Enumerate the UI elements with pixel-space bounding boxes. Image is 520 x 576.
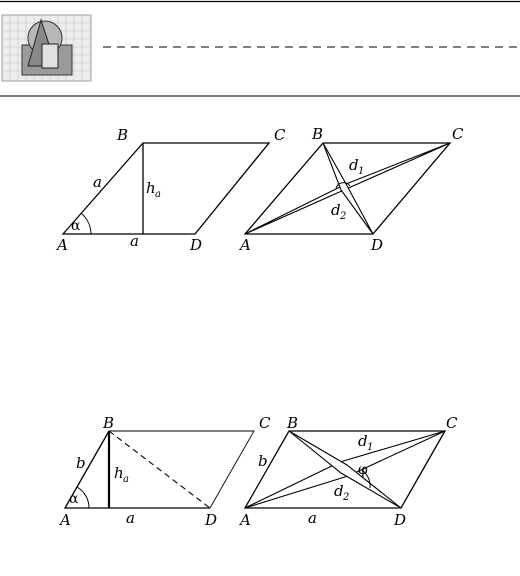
vertex-label-b: B [117, 126, 129, 144]
vertex-label-c: C [259, 414, 271, 432]
height-label-sub: a [155, 189, 161, 200]
vertex-label-b: B [287, 414, 299, 432]
vertex-label-a: A [240, 511, 251, 529]
parallelogram-outline-right [109, 431, 254, 508]
vertex-label-d: D [371, 236, 384, 254]
diagonal-label-d2-sub: 2 [340, 211, 347, 222]
diagonal-d2 [323, 143, 373, 234]
diagonal-label-d1: d [349, 156, 359, 174]
vertex-label-a: A [240, 236, 251, 254]
angle-label: α [71, 218, 81, 234]
diagonal-label-d1-sub: 1 [367, 442, 374, 453]
vertex-label-b: B [312, 125, 324, 143]
side-label-bottom: a [130, 232, 139, 250]
vertex-label-b: B [103, 414, 115, 432]
figure-rhombus-diagonals [238, 125, 464, 254]
vertex-label-c: C [274, 126, 286, 144]
height-label: h [146, 179, 156, 197]
angle-arc [77, 487, 89, 508]
side-label-left: b [258, 452, 268, 470]
side-label-bottom: a [308, 509, 317, 527]
height-label: h [114, 464, 124, 482]
vertex-label-c: C [446, 414, 458, 432]
angle-arc [81, 213, 91, 234]
vertex-label-d: D [205, 511, 218, 529]
height-label-sub: a [123, 474, 129, 485]
vertex-label-d: D [394, 511, 407, 529]
side-label-left: a [93, 173, 102, 191]
angle-label-phi: φ [358, 462, 368, 478]
parallelogram-outline [65, 431, 210, 508]
diagonal-label-d1: d [358, 432, 368, 450]
vertex-label-a: A [60, 511, 71, 529]
vertex-label-a: A [57, 236, 68, 254]
angle-label: α [69, 491, 79, 507]
diagonal-label-d2-sub: 2 [343, 492, 350, 503]
diagonal-label-d2: d [334, 482, 344, 500]
side-label-left: b [76, 454, 86, 472]
diagonal-label-d2: d [331, 201, 341, 219]
figure-rhombus-height [55, 126, 286, 254]
vertex-label-c: C [452, 125, 464, 143]
diagonal-dashed [109, 431, 210, 508]
vertex-label-d: D [190, 236, 203, 254]
geometry-shapes-icon [2, 15, 91, 81]
figure-parallelogram-diagonals [238, 414, 458, 529]
diagonal-label-d1-sub: 1 [358, 166, 365, 177]
side-label-bottom: a [126, 509, 135, 527]
